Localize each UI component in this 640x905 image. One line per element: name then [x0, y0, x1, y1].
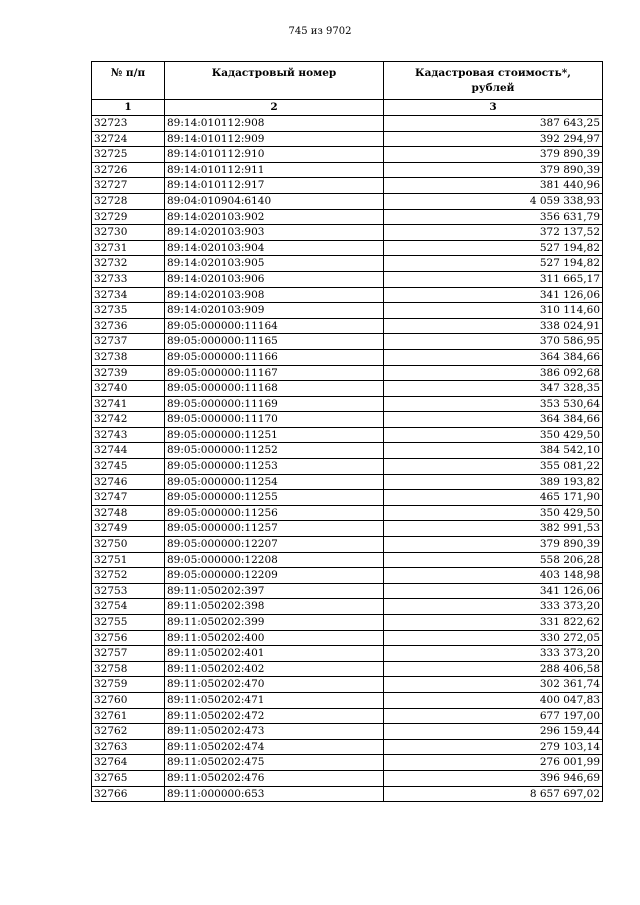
row-number-cell: 32745: [92, 459, 165, 475]
row-number-cell: 32766: [92, 786, 165, 802]
cadastral-value-cell: 333 373,20: [384, 599, 603, 615]
cadastral-value-cell: 310 114,60: [384, 303, 603, 319]
cadastral-number-cell: 89:14:010112:917: [165, 178, 384, 194]
table-header-row: [92, 62, 603, 100]
row-number-cell: 32760: [92, 692, 165, 708]
cadastral-value-cell: 364 384,66: [384, 412, 603, 428]
table-row: [92, 568, 603, 584]
cadastral-value-cell: 8 657 697,02: [384, 786, 603, 802]
row-number-cell: 32735: [92, 303, 165, 319]
table-row: [92, 271, 603, 287]
table-row: [92, 708, 603, 724]
row-number-cell: 32734: [92, 287, 165, 303]
row-number-cell: 32762: [92, 724, 165, 740]
cadastral-number-cell: 89:14:010112:911: [165, 162, 384, 178]
row-number-cell: 32736: [92, 318, 165, 334]
cadastral-number-cell: 89:05:000000:11252: [165, 443, 384, 459]
table-row: [92, 287, 603, 303]
header-cadastral-value-line: рублей: [471, 82, 515, 94]
table-row: [92, 677, 603, 693]
cadastral-number-cell: 89:05:000000:11166: [165, 349, 384, 365]
table-row: [92, 178, 603, 194]
header-cadastral-number: Кадастровый номер: [165, 62, 384, 100]
cadastral-number-cell: 89:05:000000:11167: [165, 365, 384, 381]
cadastral-number-cell: 89:05:000000:11168: [165, 381, 384, 397]
row-number-cell: 32743: [92, 427, 165, 443]
table-row: [92, 692, 603, 708]
column-number-3: 3: [384, 100, 603, 116]
cadastral-number-cell: 89:05:000000:12207: [165, 537, 384, 553]
cadastral-number-cell: 89:05:000000:11251: [165, 427, 384, 443]
cadastral-value-cell: 381 440,96: [384, 178, 603, 194]
row-number-cell: 32748: [92, 505, 165, 521]
cadastral-value-cell: 527 194,82: [384, 256, 603, 272]
table-row: [92, 193, 603, 209]
cadastral-number-cell: 89:11:050202:397: [165, 583, 384, 599]
cadastral-value-table: [91, 61, 603, 802]
table-row: [92, 755, 603, 771]
table-row: [92, 615, 603, 631]
table-row: [92, 225, 603, 241]
row-number-cell: 32729: [92, 209, 165, 225]
row-number-cell: 32733: [92, 271, 165, 287]
table-row: [92, 661, 603, 677]
cadastral-number-cell: 89:11:050202:472: [165, 708, 384, 724]
cadastral-number-cell: 89:11:050202:473: [165, 724, 384, 740]
cadastral-value-cell: 389 193,82: [384, 474, 603, 490]
cadastral-number-cell: 89:05:000000:12208: [165, 552, 384, 568]
cadastral-number-cell: 89:11:000000:653: [165, 786, 384, 802]
table-row: [92, 474, 603, 490]
row-number-cell: 32723: [92, 116, 165, 132]
cadastral-number-cell: 89:11:050202:475: [165, 755, 384, 771]
row-number-cell: 32750: [92, 537, 165, 553]
cadastral-number-cell: 89:11:050202:400: [165, 630, 384, 646]
row-number-cell: 32761: [92, 708, 165, 724]
page-number-header: 745 из 9702: [288, 26, 352, 37]
row-number-cell: 32759: [92, 677, 165, 693]
row-number-cell: 32756: [92, 630, 165, 646]
row-number-cell: 32732: [92, 256, 165, 272]
header-cadastral-value-line: Кадастровая стоимость*,: [415, 67, 571, 79]
cadastral-number-cell: 89:14:020103:904: [165, 240, 384, 256]
row-number-cell: 32752: [92, 568, 165, 584]
row-number-cell: 32741: [92, 396, 165, 412]
table-row: [92, 770, 603, 786]
row-number-cell: 32757: [92, 646, 165, 662]
cadastral-number-cell: 89:11:050202:402: [165, 661, 384, 677]
cadastral-number-cell: 89:14:020103:902: [165, 209, 384, 225]
table-row: [92, 427, 603, 443]
cadastral-number-cell: 89:14:020103:905: [165, 256, 384, 272]
cadastral-value-cell: 279 103,14: [384, 739, 603, 755]
row-number-cell: 32749: [92, 521, 165, 537]
table-row: [92, 786, 603, 802]
cadastral-value-cell: 386 092,68: [384, 365, 603, 381]
row-number-cell: 32751: [92, 552, 165, 568]
table-row: [92, 162, 603, 178]
cadastral-number-cell: 89:04:010904:6140: [165, 193, 384, 209]
cadastral-value-cell: 356 631,79: [384, 209, 603, 225]
row-number-cell: 32758: [92, 661, 165, 677]
cadastral-number-cell: 89:11:050202:470: [165, 677, 384, 693]
cadastral-number-cell: 89:14:010112:909: [165, 131, 384, 147]
table-row: [92, 537, 603, 553]
cadastral-number-cell: 89:05:000000:11256: [165, 505, 384, 521]
cadastral-number-cell: 89:05:000000:11253: [165, 459, 384, 475]
table-row: [92, 646, 603, 662]
cadastral-value-cell: 558 206,28: [384, 552, 603, 568]
cadastral-value-cell: 331 822,62: [384, 615, 603, 631]
header-row-number: № п/п: [92, 62, 165, 100]
row-number-cell: 32754: [92, 599, 165, 615]
cadastral-value-cell: 311 665,17: [384, 271, 603, 287]
table-row: [92, 334, 603, 350]
cadastral-number-cell: 89:14:020103:908: [165, 287, 384, 303]
cadastral-value-cell: 387 643,25: [384, 116, 603, 132]
cadastral-value-cell: 4 059 338,93: [384, 193, 603, 209]
table-row: [92, 116, 603, 132]
table-row: [92, 349, 603, 365]
row-number-cell: 32727: [92, 178, 165, 194]
row-number-cell: 32726: [92, 162, 165, 178]
table-row: [92, 552, 603, 568]
table-row: [92, 303, 603, 319]
cadastral-number-cell: 89:14:020103:906: [165, 271, 384, 287]
cadastral-value-cell: 372 137,52: [384, 225, 603, 241]
cadastral-value-cell: 379 890,39: [384, 537, 603, 553]
cadastral-value-cell: 288 406,58: [384, 661, 603, 677]
column-number-2: 2: [165, 100, 384, 116]
row-number-cell: 32746: [92, 474, 165, 490]
row-number-cell: 32755: [92, 615, 165, 631]
cadastral-value-cell: 379 890,39: [384, 162, 603, 178]
cadastral-value-cell: 355 081,22: [384, 459, 603, 475]
row-number-cell: 32738: [92, 349, 165, 365]
cadastral-value-cell: 341 126,06: [384, 583, 603, 599]
cadastral-number-cell: 89:05:000000:12209: [165, 568, 384, 584]
cadastral-value-cell: 400 047,83: [384, 692, 603, 708]
cadastral-number-cell: 89:11:050202:398: [165, 599, 384, 615]
row-number-cell: 32753: [92, 583, 165, 599]
row-number-cell: 32740: [92, 381, 165, 397]
cadastral-number-cell: 89:05:000000:11169: [165, 396, 384, 412]
cadastral-value-cell: 350 429,50: [384, 427, 603, 443]
row-number-cell: 32742: [92, 412, 165, 428]
cadastral-number-cell: 89:14:020103:903: [165, 225, 384, 241]
cadastral-value-cell: 350 429,50: [384, 505, 603, 521]
row-number-cell: 32765: [92, 770, 165, 786]
row-number-cell: 32730: [92, 225, 165, 241]
table-row: [92, 630, 603, 646]
table-row: [92, 599, 603, 615]
row-number-cell: 32763: [92, 739, 165, 755]
cadastral-value-cell: 370 586,95: [384, 334, 603, 350]
cadastral-value-cell: 341 126,06: [384, 287, 603, 303]
cadastral-number-cell: 89:05:000000:11255: [165, 490, 384, 506]
row-number-cell: 32724: [92, 131, 165, 147]
table-row: [92, 240, 603, 256]
table-row: [92, 147, 603, 163]
cadastral-value-cell: 465 171,90: [384, 490, 603, 506]
cadastral-value-cell: 347 328,35: [384, 381, 603, 397]
table-row: [92, 209, 603, 225]
table-row: [92, 505, 603, 521]
cadastral-value-cell: 527 194,82: [384, 240, 603, 256]
table-row: [92, 459, 603, 475]
column-number-1: 1: [92, 100, 165, 116]
cadastral-value-cell: 330 272,05: [384, 630, 603, 646]
cadastral-number-cell: 89:14:020103:909: [165, 303, 384, 319]
cadastral-number-cell: 89:05:000000:11257: [165, 521, 384, 537]
table-row: [92, 365, 603, 381]
cadastral-number-cell: 89:05:000000:11164: [165, 318, 384, 334]
table-row: [92, 256, 603, 272]
header-cadastral-value: [384, 62, 603, 100]
table-row: [92, 490, 603, 506]
cadastral-number-cell: 89:11:050202:399: [165, 615, 384, 631]
cadastral-value-cell: 333 373,20: [384, 646, 603, 662]
cadastral-value-cell: 296 159,44: [384, 724, 603, 740]
cadastral-value-cell: 302 361,74: [384, 677, 603, 693]
table-row: [92, 396, 603, 412]
cadastral-value-cell: 276 001,99: [384, 755, 603, 771]
table-row: [92, 724, 603, 740]
cadastral-number-cell: 89:05:000000:11170: [165, 412, 384, 428]
table-row: [92, 739, 603, 755]
cadastral-value-cell: 392 294,97: [384, 131, 603, 147]
cadastral-number-cell: 89:14:010112:908: [165, 116, 384, 132]
cadastral-number-cell: 89:11:050202:476: [165, 770, 384, 786]
table-row: [92, 521, 603, 537]
cadastral-number-cell: 89:11:050202:471: [165, 692, 384, 708]
cadastral-number-cell: 89:14:010112:910: [165, 147, 384, 163]
row-number-cell: 32739: [92, 365, 165, 381]
row-number-cell: 32747: [92, 490, 165, 506]
table-row: [92, 381, 603, 397]
table-row: [92, 131, 603, 147]
row-number-cell: 32725: [92, 147, 165, 163]
cadastral-number-cell: 89:11:050202:401: [165, 646, 384, 662]
cadastral-value-cell: 338 024,91: [384, 318, 603, 334]
row-number-cell: 32731: [92, 240, 165, 256]
table-row: [92, 412, 603, 428]
cadastral-value-cell: 403 148,98: [384, 568, 603, 584]
cadastral-value-cell: 353 530,64: [384, 396, 603, 412]
table-row: [92, 318, 603, 334]
row-number-cell: 32764: [92, 755, 165, 771]
cadastral-value-cell: 364 384,66: [384, 349, 603, 365]
row-number-cell: 32728: [92, 193, 165, 209]
column-number-row: [92, 100, 603, 116]
cadastral-number-cell: 89:05:000000:11254: [165, 474, 384, 490]
table-row: [92, 443, 603, 459]
cadastral-value-cell: 396 946,69: [384, 770, 603, 786]
table-row: [92, 583, 603, 599]
cadastral-value-cell: 379 890,39: [384, 147, 603, 163]
cadastral-number-cell: 89:05:000000:11165: [165, 334, 384, 350]
cadastral-value-cell: 384 542,10: [384, 443, 603, 459]
cadastral-value-cell: 677 197,00: [384, 708, 603, 724]
cadastral-number-cell: 89:11:050202:474: [165, 739, 384, 755]
cadastral-value-cell: 382 991,53: [384, 521, 603, 537]
row-number-cell: 32737: [92, 334, 165, 350]
row-number-cell: 32744: [92, 443, 165, 459]
